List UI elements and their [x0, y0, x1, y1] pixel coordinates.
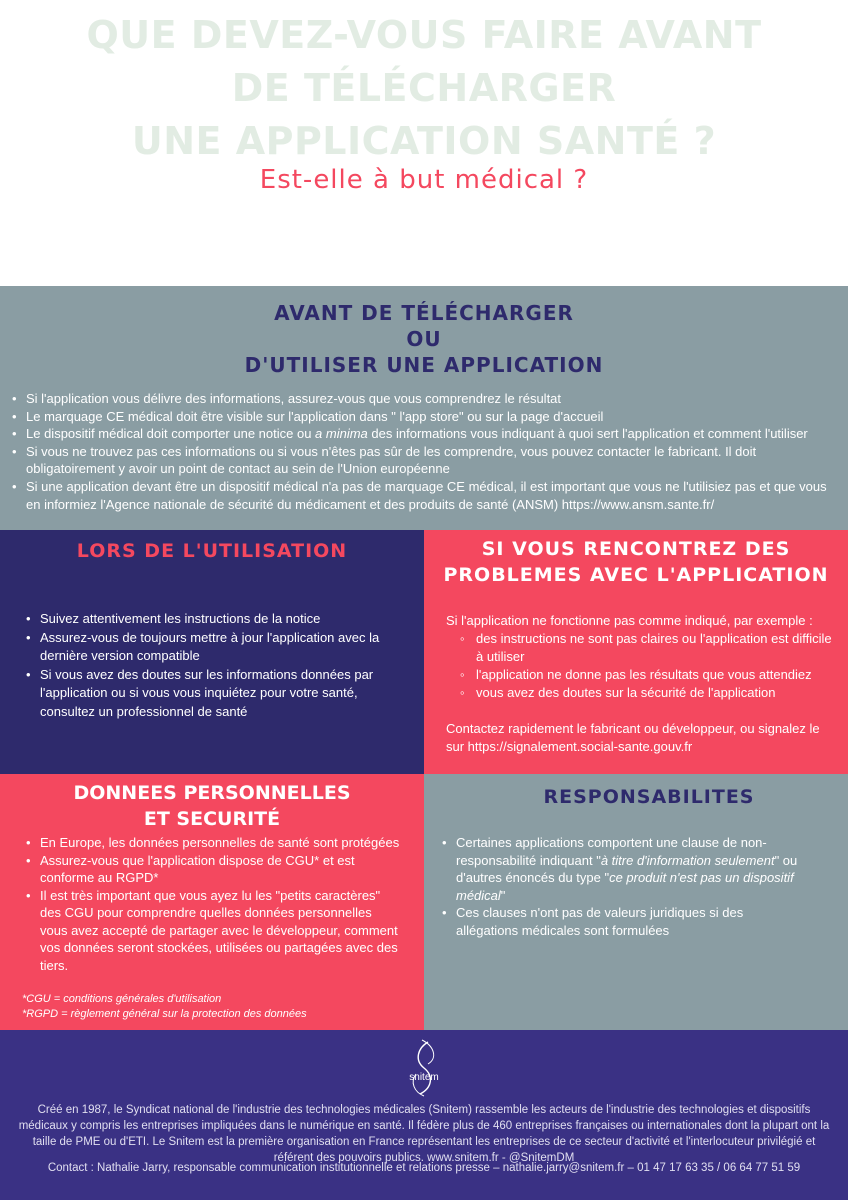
list-item: • Si vous ne trouvez pas ces informations ou si vous n'êtes pas sûr de les comprendre, vous pouvez contacter le fabricant. Il doit obligatoirement y avoir un point de contact au sein de l'Union européenne	[10, 443, 840, 478]
list-item: • Ces clauses n'ont pas de valeurs juridiques si des allégations médicales sont formulées	[440, 904, 804, 939]
list-item: • Assurez-vous de toujours mettre à jour l'application avec la dernière version compatible	[24, 629, 404, 666]
responsabilites-list	[440, 834, 804, 939]
list-item: ◦ l'application ne donne pas les résultats que vous attendiez	[446, 666, 840, 684]
footer	[0, 1030, 848, 1200]
footnote: *RGPD = règlement général sur la protection des données	[22, 1008, 307, 1020]
lors-list	[24, 610, 404, 721]
list-item: • Si vous avez des doutes sur les informations données par l'application ou si vous vous inquiétez pour votre santé, consultez un professionnel de santé	[24, 666, 404, 722]
heading-line: ET SECURITÉ	[143, 808, 281, 830]
heading-line: PROBLEMES AVEC L'APPLICATION	[443, 564, 829, 586]
list-item	[10, 425, 840, 443]
list-item: • Si l'application vous délivre des informations, assurez-vous que vous comprendrez le résultat	[10, 390, 840, 408]
problemes-intro: Si l'application ne fonctionne pas comme indiqué, par exemple :	[446, 613, 813, 628]
footer-contact: Contact : Nathalie Jarry, responsable communication institutionnelle et relations presse – nathalie.jarry@snitem.fr – 01 47 17 63 35 / 06 64 77 51 59	[47, 1162, 801, 1174]
list-item: • En Europe, les données personnelles de santé sont protégées	[24, 834, 400, 852]
text: des informations vous indiquant à quoi sert l'application et comment l'utiliser	[367, 426, 808, 442]
section-problemes-heading	[424, 536, 848, 588]
section-donnees	[0, 774, 424, 1030]
heading-line: AVANT DE TÉLÉCHARGER	[274, 301, 574, 325]
footnote: *CGU = conditions générales d'utilisation	[22, 993, 222, 1005]
emphasis-text: ce produit n'est pas un dispositif médical	[456, 870, 794, 903]
section-problemes	[424, 530, 848, 774]
text: Certaines applications comportent une clause de non-responsabilité indiquant "	[456, 835, 767, 868]
page-title-line-1: QUE DEVEZ-VOUS FAIRE AVANT	[86, 13, 762, 57]
section-lors	[0, 530, 424, 774]
problemes-list	[446, 630, 840, 702]
list-item: ◦ des instructions ne sont pas claires ou l'application est difficile à utiliser	[446, 630, 840, 666]
text: "	[500, 887, 506, 903]
section-avant-heading	[0, 300, 848, 378]
emphasis-text: a minima	[315, 426, 368, 442]
list-item: • Suivez attentivement les instructions de la notice	[24, 610, 404, 629]
section-responsabilites	[424, 774, 848, 1030]
avant-list	[10, 390, 840, 513]
list-item: • Assurez-vous que l'application dispose de CGU* et est conforme au RGPD*	[24, 852, 400, 887]
list-item: • Il est très important que vous ayez lu les "petits caractères" des CGU pour comprendre quelles données personnelles vous avez accepté de partager avec le développeur, comment vos données seront stockées, utilisées ou partagées avec des tiers.	[24, 887, 400, 975]
list-item: ◦ vous avez des doutes sur la sécurité de l'application	[446, 684, 840, 702]
donnees-footnotes	[22, 992, 412, 1022]
page-title-line-3: UNE APPLICATION SANTÉ ?	[131, 119, 717, 163]
section-lors-heading: LORS DE L'UTILISATION	[76, 540, 348, 562]
section-avant	[0, 286, 848, 530]
heading-line: SI VOUS RENCONTREZ DES	[481, 538, 791, 560]
heading-line: OU	[406, 327, 442, 351]
donnees-list	[24, 834, 400, 974]
heading-line: D'UTILISER UNE APPLICATION	[244, 353, 604, 377]
problemes-body	[446, 612, 840, 756]
emphasis-text: à titre d'information seulement	[600, 852, 775, 868]
page-title-line-2: DE TÉLÉCHARGER	[231, 66, 617, 110]
problemes-contact: Contactez rapidement le fabricant ou développeur, ou signalez le sur https://signalement.social-sante.gouv.fr	[446, 721, 820, 754]
snitem-logo-icon	[394, 1038, 454, 1104]
section-donnees-heading	[0, 780, 424, 832]
heading-line: DONNEES PERSONNELLES	[73, 782, 351, 804]
text: " ou d'autres énoncés du type "	[456, 852, 798, 885]
list-item: • Si une application devant être un dispositif médical n'a pas de marquage CE médical, il est important que vous ne l'utilisiez pas et que vous en informiez l'Agence nationale de sécurité du médicament et des produits de santé (ANSM) https://www.ansm.sante.fr/	[10, 478, 840, 513]
section-responsabilites-heading: RESPONSABILITES	[543, 786, 755, 808]
footer-description: Créé en 1987, le Syndicat national de l'industrie des technologies médicales (Snitem) rassemble les acteurs de l'industrie des technologies et dispositifs médicaux y compris les entreprises impliquées dans le numérique en santé. Il fédère plus de 460 entreprises françaises ou internationales dont la plupart ont la taille de PME ou d'ETI. Le Snitem est la première organisation en France représentant les entreprises de ce secteur d'activité et l'interlocuteur privilégié et référent des pouvoirs publics. www.snitem.fr - @SnitemDM	[18, 1104, 830, 1164]
text: Le dispositif médical doit comporter une notice ou	[26, 426, 316, 442]
list-item	[440, 834, 804, 904]
snitem-logo	[394, 1038, 454, 1104]
page-subtitle: Est-elle à but médical ?	[259, 165, 589, 195]
list-item: • Le marquage CE médical doit être visible sur l'application dans " l'app store" ou sur la page d'accueil	[10, 408, 840, 426]
snitem-logo-text: snitem	[409, 1072, 439, 1083]
